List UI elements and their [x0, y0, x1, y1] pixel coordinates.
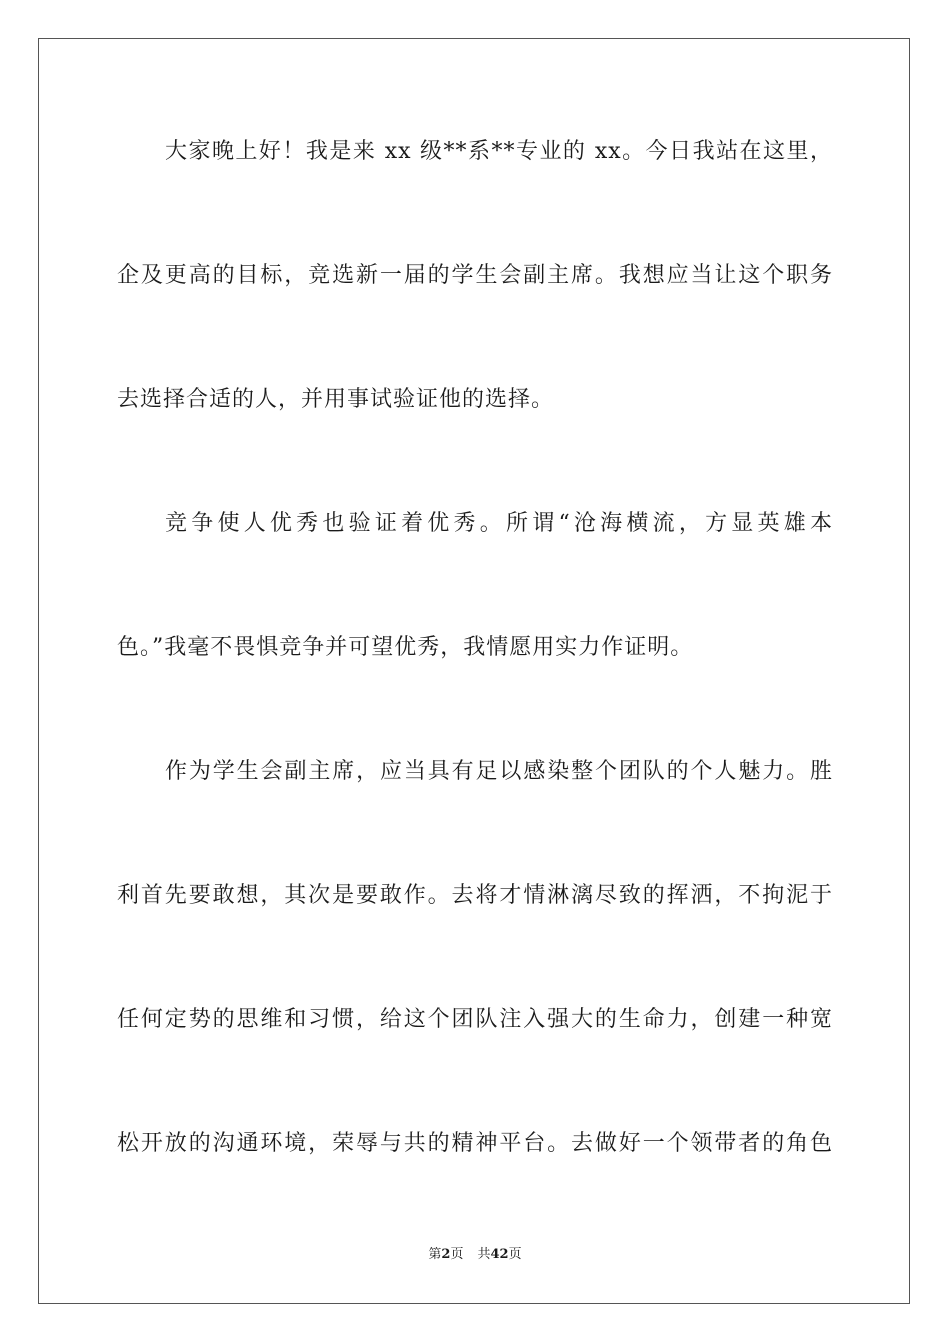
footer-page-number: 2 [441, 1247, 451, 1262]
paragraph-3-line-1: 作为学生会副主席，应当具有足以感染整个团队的个人魅力。胜 [165, 759, 833, 784]
paragraph-1-line-3: 去选择合适的人，并用事试验证他的选择。 [117, 387, 555, 412]
paragraph-2-line-2: 色。”我毫不畏惧竞争并可望优秀，我情愿用实力作证明。 [117, 635, 694, 660]
paragraph-3-line-3: 任何定势的思维和习惯，给这个团队注入强大的生命力，创建一种宽 [117, 1007, 833, 1032]
paragraph-1-line-1: 大家晚上好！我是来 xx 级**系**专业的 xx。今日我站在这里， [165, 139, 833, 164]
footer-page-suffix: 页 [450, 1247, 464, 1262]
footer-total-suffix: 页 [508, 1247, 522, 1262]
footer-page-prefix: 第 [428, 1247, 442, 1262]
paragraph-3-line-4: 松开放的沟通环境，荣辱与共的精神平台。去做好一个领带者的角色 [117, 1131, 833, 1156]
paragraph-3-line-2: 利首先要敢想，其次是要敢作。去将才情淋漓尽致的挥洒，不拘泥于 [117, 883, 833, 908]
paragraph-2-line-1: 竞争使人优秀也验证着优秀。所谓“沧海横流，方显英雄本 [165, 511, 833, 536]
footer-total-pages: 42 [490, 1247, 509, 1262]
paragraph-1-line-2: 企及更高的目标，竞选新一届的学生会副主席。我想应当让这个职务 [117, 263, 833, 288]
page-border [38, 38, 910, 1304]
page-footer [0, 1246, 950, 1264]
footer-total-prefix: 共 [477, 1247, 491, 1262]
